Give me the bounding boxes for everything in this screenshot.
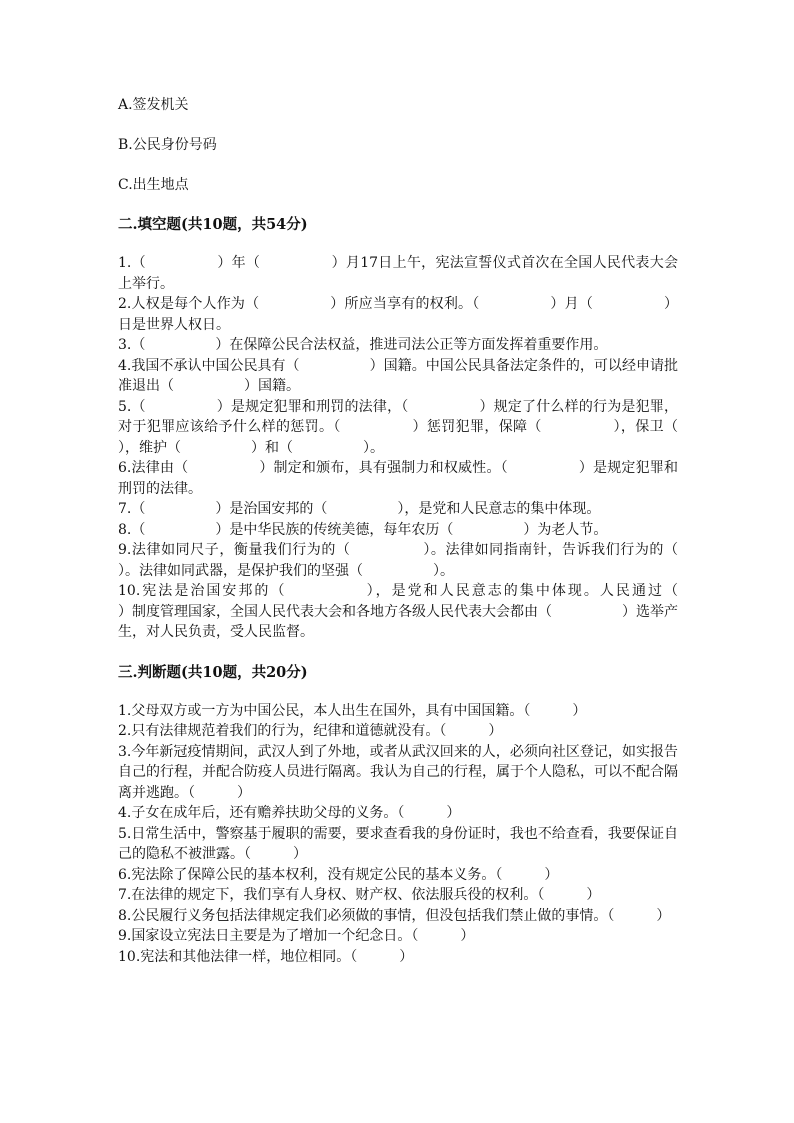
fill-question-3: 3.（ ）在保障公民合法权益，推进司法公正等方面发挥着重要作用。 [118, 337, 608, 353]
fill-in-question-list [118, 253, 748, 643]
judge-question-7: 7.在法律的规定下，我们享有人身权、财产权、依法服兵役的权利。（ ） [118, 887, 601, 903]
option-a: A.签发机关 [118, 97, 189, 113]
fill-question-2: 2.人权是每个人作为（ ）所应当享有的权利。（ ）月（ ）日是世界人权日。 [118, 296, 678, 333]
fill-in-section [118, 215, 748, 643]
fill-question-5: 5.（ ）是规定犯罪和刑罚的法律，（ ）规定了什么样的行为是犯罪，对于犯罪应该给予什么样的惩罚。（ ）惩罚犯罪，保障（ ），保卫（ ），维护（ ）和（ ）。 [118, 398, 748, 456]
true-false-question-list [118, 701, 678, 968]
fill-question-6: 6.法律由（ ）制定和颁布，具有强制力和权威性。（ ）是规定犯罪和刑罚的法律。 [118, 460, 678, 497]
judge-question-2: 2.只有法律规范着我们的行为，纪律和道德就没有。（ ） [118, 723, 503, 739]
fill-question-9: 9.法律如同尺子，衡量我们行为的（ ）。法律如同指南针，告诉我们行为的（ ）。法律如同武器，是保护我们的坚强（ ）。 [118, 542, 748, 579]
fill-question-4: 4.我国不承认中国公民具有（ ）国籍。中国公民具备法定条件的，可以经申请批准退出（ ）国籍。 [118, 357, 678, 394]
fill-question-10: 10.宪法是治国安邦的（ ），是党和人民意志的集中体现。人民通过（ ）制度管理国家，全国人民代表大会和各地方各级人民代表大会都由（ ）选举产生，对人民负责，受人民监督。 [118, 583, 748, 640]
judge-question-9: 9.国家设立宪法日主要是为了增加一个纪念日。（ ） [118, 928, 475, 944]
fill-question-7: 7.（ ）是治国安邦的（ ），是党和人民意志的集中体现。 [118, 501, 601, 517]
judge-question-5: 5.日常生活中，警察基于履职的需要，要求查看我的身份证时，我也不给查看，我要保证自己的隐私不被泄露。（ ） [118, 825, 678, 862]
judge-question-3: 3.今年新冠疫情期间，武汉人到了外地，或者从武汉回来的人，必须向社区登记，如实报告自己的行程，并配合防疫人员进行隔离。我认为自己的行程，属于个人隐私，可以不配合隔离并逃跑。（ ） [118, 743, 678, 801]
judge-question-8: 8.公民履行义务包括法律规定我们必须做的事情，但没包括我们禁止做的事情。（ ） [118, 907, 671, 924]
true-false-section-title: 三.判断题(共10题，共20分) [118, 663, 308, 681]
judge-question-10: 10.宪法和其他法律一样，地位相同。（ ） [118, 948, 414, 965]
fill-question-8: 8.（ ）是中华民族的传统美德，每年农历（ ）为老人节。 [118, 521, 608, 538]
fill-in-section-title: 二.填空题(共10题，共54分) [118, 216, 308, 233]
choice-options [118, 95, 678, 195]
fill-question-1: 1.（ ）年（ ）月17日上午，宪法宣誓仪式首次在全国人民代表大会上举行。 [118, 255, 678, 292]
exam-page [118, 95, 748, 967]
true-false-section [118, 663, 678, 968]
judge-question-4: 4.子女在成年后，还有赡养扶助父母的义务。（ ） [118, 805, 461, 821]
option-c: C.出生地点 [118, 177, 189, 193]
judge-question-1: 1.父母双方或一方为中国公民，本人出生在国外，具有中国国籍。（ ） [118, 702, 587, 719]
judge-question-6: 6.宪法除了保障公民的基本权利，没有规定公民的基本义务。（ ） [118, 866, 559, 883]
option-b: B.公民身份号码 [118, 137, 217, 153]
